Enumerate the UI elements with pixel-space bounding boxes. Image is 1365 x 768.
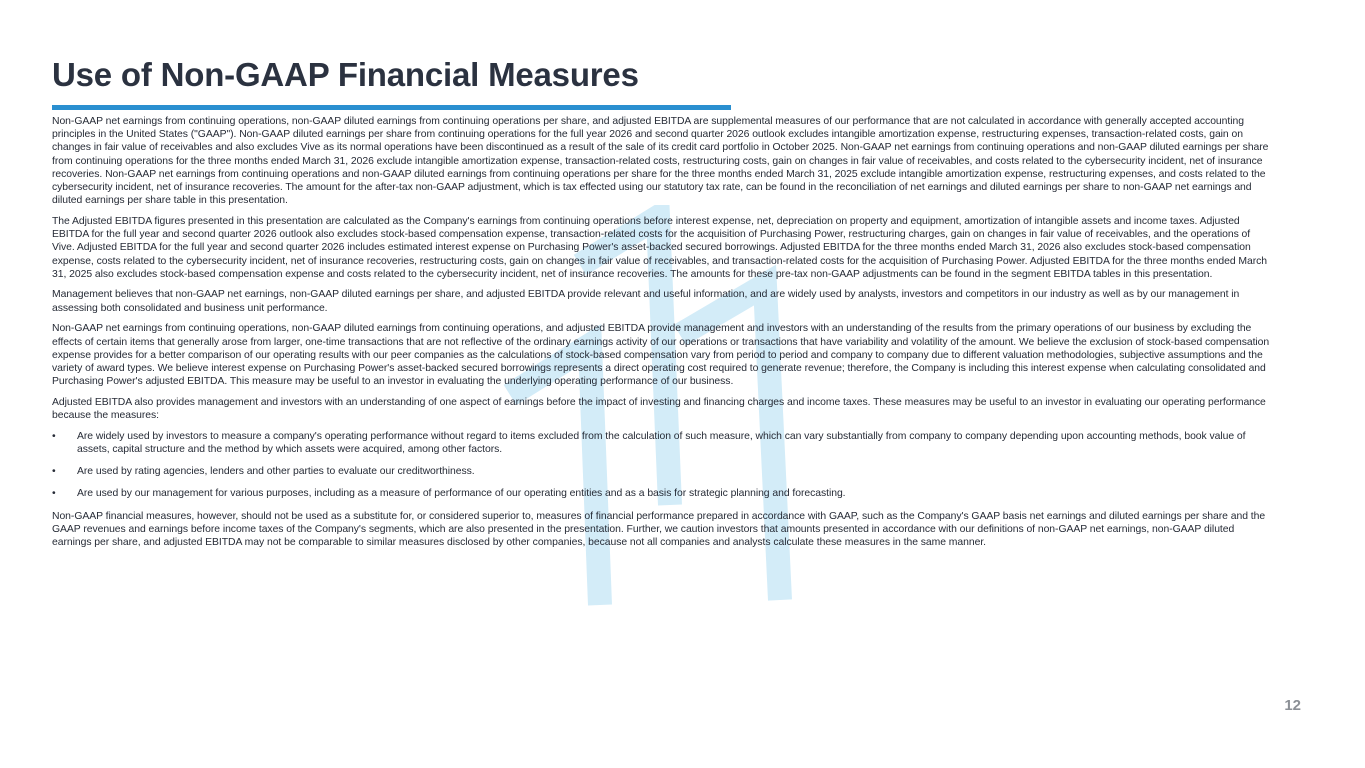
list-item [52, 465, 1272, 478]
bullet-list [52, 430, 1272, 501]
list-item [52, 430, 1272, 456]
paragraph-caution: Non-GAAP financial measures, however, should not be used as a substitute for, or considered superior to, measures of financial performance prepared in accordance with GAAP, such as the Company's GAAP basis net earnings and diluted earnings per share and the GAAP revenues and earnings before income taxes of the Company's segments, which are also presented in the presentation. Further, we caution investors that amounts presented in accordance with our definitions of non-GAAP net earnings, non-GAAP diluted earnings per share, and adjusted EBITDA may not be comparable to similar measures disclosed by other companies, because not all companies and analysts calculate these measures in the same manner. [52, 510, 1266, 548]
list-item [52, 487, 1272, 500]
paragraph-exclusion-rationale: Non-GAAP net earnings from continuing operations, non-GAAP diluted earnings from continuing operations, and adjusted EBITDA provide management and investors with an understanding of the results from the primary operations of our business by excluding the effects of certain items that generally arose from larger, one-time transactions that are not reflective of the ordinary earnings activity of our operations or transactions that have variability and volatility of the amount. We believe the exclusion of stock-based compensation expense provides for a better comparison of our operating results with our peer companies as the calculations of stock-based compensation vary from period to period and company to company due to different valuation methodologies, subjective assumptions and the variety of award types. We believe interest expense on Purchasing Power's asset-backed secured borrowings represents a direct operating cost required to generate revenue; therefore, the Company is including this interest expense when calculating consolidated and Purchasing Power's adjusted EBITDA. This measure may be useful to an investor in evaluating the underlying operating performance of our business. [52, 323, 1270, 388]
bullet-text: Are used by rating agencies, lenders and other parties to evaluate our creditworthiness. [77, 466, 475, 478]
paragraph-non-gaap-definition: Non-GAAP net earnings from continuing operations, non-GAAP diluted earnings from continuing operations per share, and adjusted EBITDA are supplemental measures of our performance that are not calculated in accordance with generally accepted accounting principles in the United States ("GAAP"). Non-GAAP diluted earnings per share from continuing operations for the full year 2026 and second quarter 2026 outlook excludes intangible amortization expense, restructuring expenses, transaction-related costs, gain on changes in fair value of receivables and also excludes Vive as its normal operations have been discontinued as a result of the sale of its credit card portfolio in October 2025. Non-GAAP net earnings from continuing operations and non-GAAP diluted earnings per share from continuing operations for the three months ended March 31, 2026 exclude intangible amortization expense, transaction-related costs, restructuring costs, gain on changes in fair value of receivables, and costs related to the cybersecurity incident, net of insurance recoveries. Non-GAAP net earnings from continuing operations and non-GAAP diluted earnings from continuing operations per share for the three months ended March 31, 2025 exclude intangible amortization expense, restructuring expenses, and costs related to the cybersecurity incident, net of insurance recoveries. The amount for the after-tax non-GAAP adjustment, which is tax effected using our statutory tax rate, can be found in the reconciliation of net earnings and diluted earnings per share to non-GAAP net earnings and diluted earnings per share table in this presentation. [52, 116, 1269, 207]
page-number: 12 [1284, 697, 1301, 714]
bullet-marker: • [52, 466, 56, 478]
paragraph-management-belief: Management believes that non-GAAP net earnings, non-GAAP diluted earnings per share, and adjusted EBITDA provide relevant and useful information, and are widely used by analysts, investors and competitors in our industry as well as by our management in assessing both consolidated and business unit performance. [52, 289, 1240, 314]
paragraph-adjusted-ebitda-definition: The Adjusted EBITDA figures presented in this presentation are calculated as the Company's earnings from continuing operations before interest expense, net, depreciation on property and equipment, amortization of intangible assets and income taxes. Adjusted EBITDA for the full year and second quarter 2026 outlook also excludes stock-based compensation expense, transaction-related costs for the acquisition of Purchasing Power, restructuring charges, gain on changes in fair value of receivables, and the operations of Vive. Adjusted EBITDA for the full year and second quarter 2026 includes estimated interest expense on Purchasing Power's asset-backed secured borrowings. Adjusted EBITDA for the three months ended March 31, 2026 also excludes stock-based compensation expense, costs related to the cybersecurity incident, net of insurance recoveries, restructuring costs, gain on changes in fair value of receivables, and transaction-related costs for the acquisition of Purchasing Power. Adjusted EBITDA for the three months ended March 31, 2025 also excludes stock-based compensation expense and costs related to the cybersecurity incident, net of insurance recoveries. The amounts for these pre-tax non-GAAP adjustments can be found in the segment EBITDA tables in this presentation. [52, 215, 1268, 280]
paragraph-adjusted-ebitda-usefulness: Adjusted EBITDA also provides management and investors with an understanding of one aspect of earnings before the impact of investing and financing charges and income taxes. These measures may be useful to an investor in evaluating our operating performance because the measures: [52, 396, 1266, 422]
body-text [52, 115, 1272, 557]
bullet-marker: • [52, 430, 56, 442]
bullet-text: Are used by our management for various purposes, including as a measure of performance of our operating entities and as a basis for strategic planning and forecasting. [77, 488, 846, 500]
bullet-marker: • [52, 488, 56, 500]
title-underline [52, 105, 731, 110]
bullet-text: Are widely used by investors to measure a company's operating performance without regard to items excluded from the calculation of such measure, which can vary substantially from company to company depending upon accounting methods, book value of assets, capital structure and the method by which assets were acquired, among other factors. [77, 430, 1246, 455]
page-title: Use of Non-GAAP Financial Measures [52, 56, 639, 93]
